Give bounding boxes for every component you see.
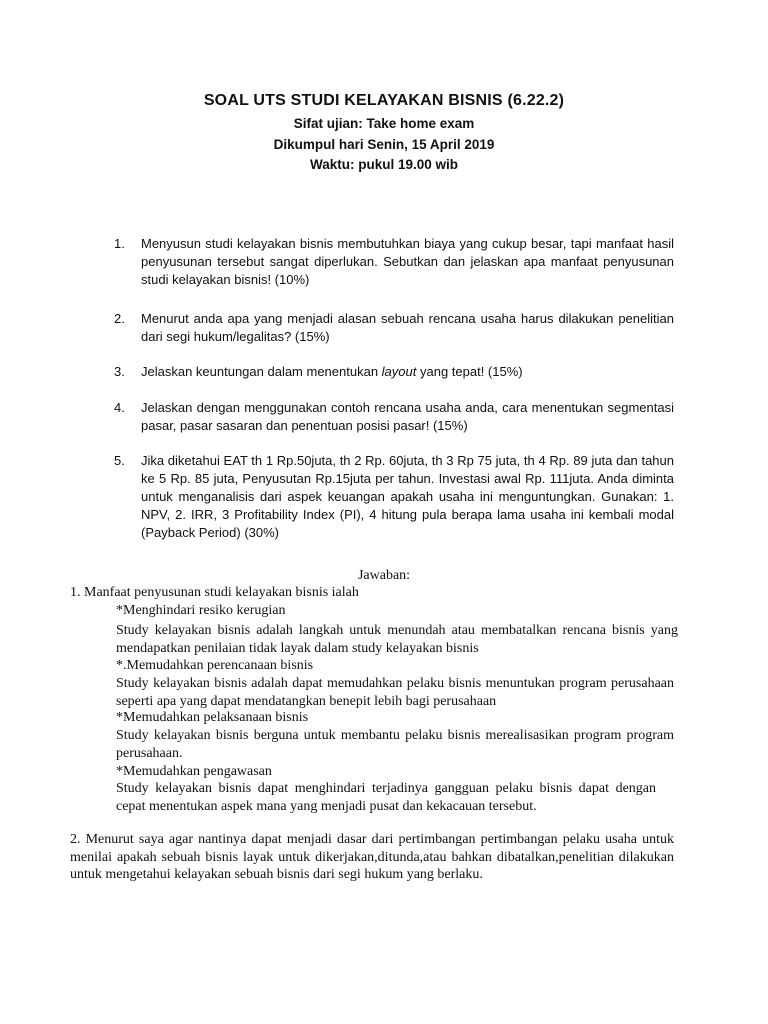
benefit-body-text: Study kelayakan bisnis dapat menghindari terjadinya gangguan pelaku bisnis dapat dengan cepat menentukan aspek mana yang menjadi pusat dan kekacauan tersebut. [116,781,656,814]
benefit-heading: *Menghindari resiko kerugian [116,603,286,618]
benefit-description [116,675,674,710]
question-number: 2. [114,311,125,326]
question-number: 1. [114,236,125,251]
benefit-body-text: Study kelayakan bisnis berguna untuk membantu pelaku bisnis merealisasikan program program perusahaan. [116,728,674,761]
submission-date: Dikumpul hari Senin, 15 April 2019 [273,137,495,152]
benefit-description [116,727,674,762]
question-item [114,363,674,381]
question-text: Menurut anda apa yang menjadi alasan sebuah rencana usaha harus dilakukan penelitian dari segi hukum/legalitas? (15%) [141,311,674,344]
benefit-heading: *.Memudahkan perencanaan bisnis [116,658,314,673]
answer-2 [70,831,674,884]
question-number: 4. [114,400,125,415]
answer-1-intro: 1. Manfaat penyusunan studi kelayakan bisnis ialah [70,585,359,600]
question-item [114,452,674,542]
question-text-italic: layout [381,364,417,379]
benefit-description [116,780,656,815]
submission-time: Waktu: pukul 19.00 wib [309,157,459,172]
question-number: 3. [114,364,125,379]
answer-heading: Jawaban: [357,568,411,583]
question-text-before: Jelaskan keuntungan dalam menentukan [141,364,382,379]
benefit-heading: *Memudahkan pengawasan [116,764,272,779]
benefit-body-text: Study kelayakan bisnis adalah langkah untuk menundah atau membatalkan rencana bisnis yang mendapatkan penilaian tidak layak dalam study kelayakan bisnis [116,623,678,656]
question-text: Jika diketahui EAT th 1 Rp.50juta, th 2 Rp. 60juta, th 3 Rp 75 juta, th 4 Rp. 89 juta dan tahun ke 5 Rp. 85 juta, Penyusutan Rp.15juta per tahun. Investasi awal Rp. 111juta. Anda diminta untuk menganalisis dari aspek keuangan apakah usaha ini menguntungkan. Gunakan: 1. NPV, 2. IRR, 3 Profitability Index (PI), 4 hitung pula berapa lama usaha ini kembali modal (Payback Period) (30%) [141,453,674,540]
question-item [114,399,674,435]
question-text: Menyusun studi kelayakan bisnis membutuhkan biaya yang cukup besar, tapi manfaat hasil penyusunan tersebut sangat diperlukan. Sebutkan dan jelaskan apa manfaat penyusunan studi kelayakan bisnis! (10%) [141,236,674,287]
benefit-body-text: Study kelayakan bisnis adalah dapat memudahkan pelaku bisnis menuntukan program perusahaan seperti apa yang dapat mendatangkan benepit lebih bagi perusahaan [116,676,674,709]
question-item [114,310,674,346]
benefit-heading: *Memudahkan pelaksanaan bisnis [116,710,309,725]
question-item [114,235,674,289]
question-text: Jelaskan dengan menggunakan contoh rencana usaha anda, cara menentukan segmentasi pasar, pasar sasaran dan penentuan posisi pasar! (15%) [141,400,674,433]
benefit-description [116,622,678,657]
exam-title: SOAL UTS STUDI KELAYAKAN BISNIS (6.22.2) [203,92,565,109]
answer-2-text: 2. Menurut saya agar nantinya dapat menjadi dasar dari pertimbangan pertimbangan pelaku usaha untuk menilai apakah sebuah bisnis layak untuk dikerjakan,ditunda,atau bahkan dibatalkan,penelitian dilakukan untuk mengetahui kelayakan sebuah bisnis dari segi hukum yang berlaku. [70,832,674,883]
exam-type: Sifat ujian: Take home exam [293,116,475,131]
question-text-after: yang tepat! (15%) [416,364,523,379]
question-number: 5. [114,453,125,468]
